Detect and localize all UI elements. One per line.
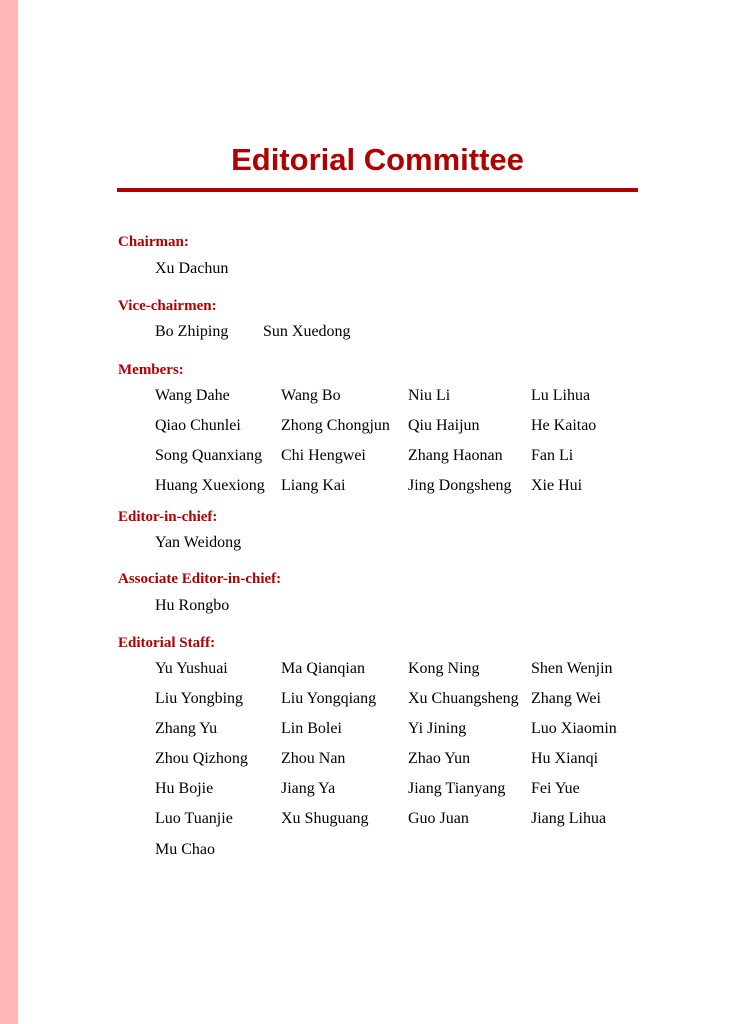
member-name: Lu Lihua — [531, 387, 591, 404]
member-name: Wang Bo — [281, 387, 341, 404]
associate-editor-name: Hu Rongbo — [155, 597, 230, 614]
staff-name: Jiang Ya — [281, 780, 336, 797]
staff-name: Mu Chao — [155, 841, 215, 858]
staff-name: Xu Shuguang — [281, 810, 369, 827]
editor-in-chief-label: Editor-in-chief: — [118, 509, 218, 525]
staff-name: Xu Chuangsheng — [408, 690, 519, 707]
staff-name: Zhao Yun — [408, 750, 471, 767]
member-name: Jing Dongsheng — [408, 477, 512, 494]
member-name: Zhang Haonan — [408, 447, 503, 464]
member-name: Chi Hengwei — [281, 447, 366, 464]
staff-name: Jiang Lihua — [531, 810, 607, 827]
vice-chairman-name: Bo Zhiping — [155, 323, 229, 340]
associate-editor-label: Associate Editor-in-chief: — [118, 571, 282, 587]
staff-name: Yu Yushuai — [155, 660, 228, 677]
member-name: Wang Dahe — [155, 387, 230, 404]
vice-chairman-name: Sun Xuedong — [263, 323, 351, 340]
member-name: Zhong Chongjun — [281, 417, 390, 434]
staff-name: Hu Xianqi — [531, 750, 599, 767]
staff-name: Jiang Tianyang — [408, 780, 506, 797]
staff-name: Luo Tuanjie — [155, 810, 233, 827]
staff-name: Liu Yongqiang — [281, 690, 377, 707]
chairman-name: Xu Dachun — [155, 260, 229, 277]
staff-name: Zhang Wei — [531, 690, 601, 707]
staff-name: Zhou Nan — [281, 750, 346, 767]
page-title: Editorial Committee — [231, 142, 524, 177]
staff-name: Kong Ning — [408, 660, 480, 677]
staff-name: Zhang Yu — [155, 720, 218, 737]
members-label: Members: — [118, 362, 184, 378]
member-name: Huang Xuexiong — [155, 477, 265, 494]
vice-chairmen-label: Vice-chairmen: — [118, 298, 217, 314]
chairman-label: Chairman: — [118, 234, 189, 250]
member-name: Song Quanxiang — [155, 447, 263, 464]
editor-in-chief-name: Yan Weidong — [155, 534, 242, 551]
staff-name: Guo Juan — [408, 810, 469, 827]
staff-name: Shen Wenjin — [531, 660, 613, 677]
staff-name: Fei Yue — [531, 780, 580, 797]
title-underline — [117, 188, 638, 192]
member-name: Niu Li — [408, 387, 451, 404]
staff-name: Liu Yongbing — [155, 690, 244, 707]
member-name: Xie Hui — [531, 477, 583, 494]
staff-name: Luo Xiaomin — [531, 720, 617, 737]
member-name: Liang Kai — [281, 477, 346, 494]
member-name: Qiao Chunlei — [155, 417, 241, 434]
editorial-staff-label: Editorial Staff: — [118, 635, 216, 651]
member-name: Qiu Haijun — [408, 417, 480, 434]
staff-name: Hu Bojie — [155, 780, 214, 797]
member-name: Fan Li — [531, 447, 574, 464]
staff-name: Ma Qianqian — [281, 660, 365, 677]
staff-name: Yi Jining — [408, 720, 467, 737]
staff-name: Lin Bolei — [281, 720, 342, 737]
staff-name: Zhou Qizhong — [155, 750, 248, 767]
member-name: He Kaitao — [531, 417, 597, 434]
